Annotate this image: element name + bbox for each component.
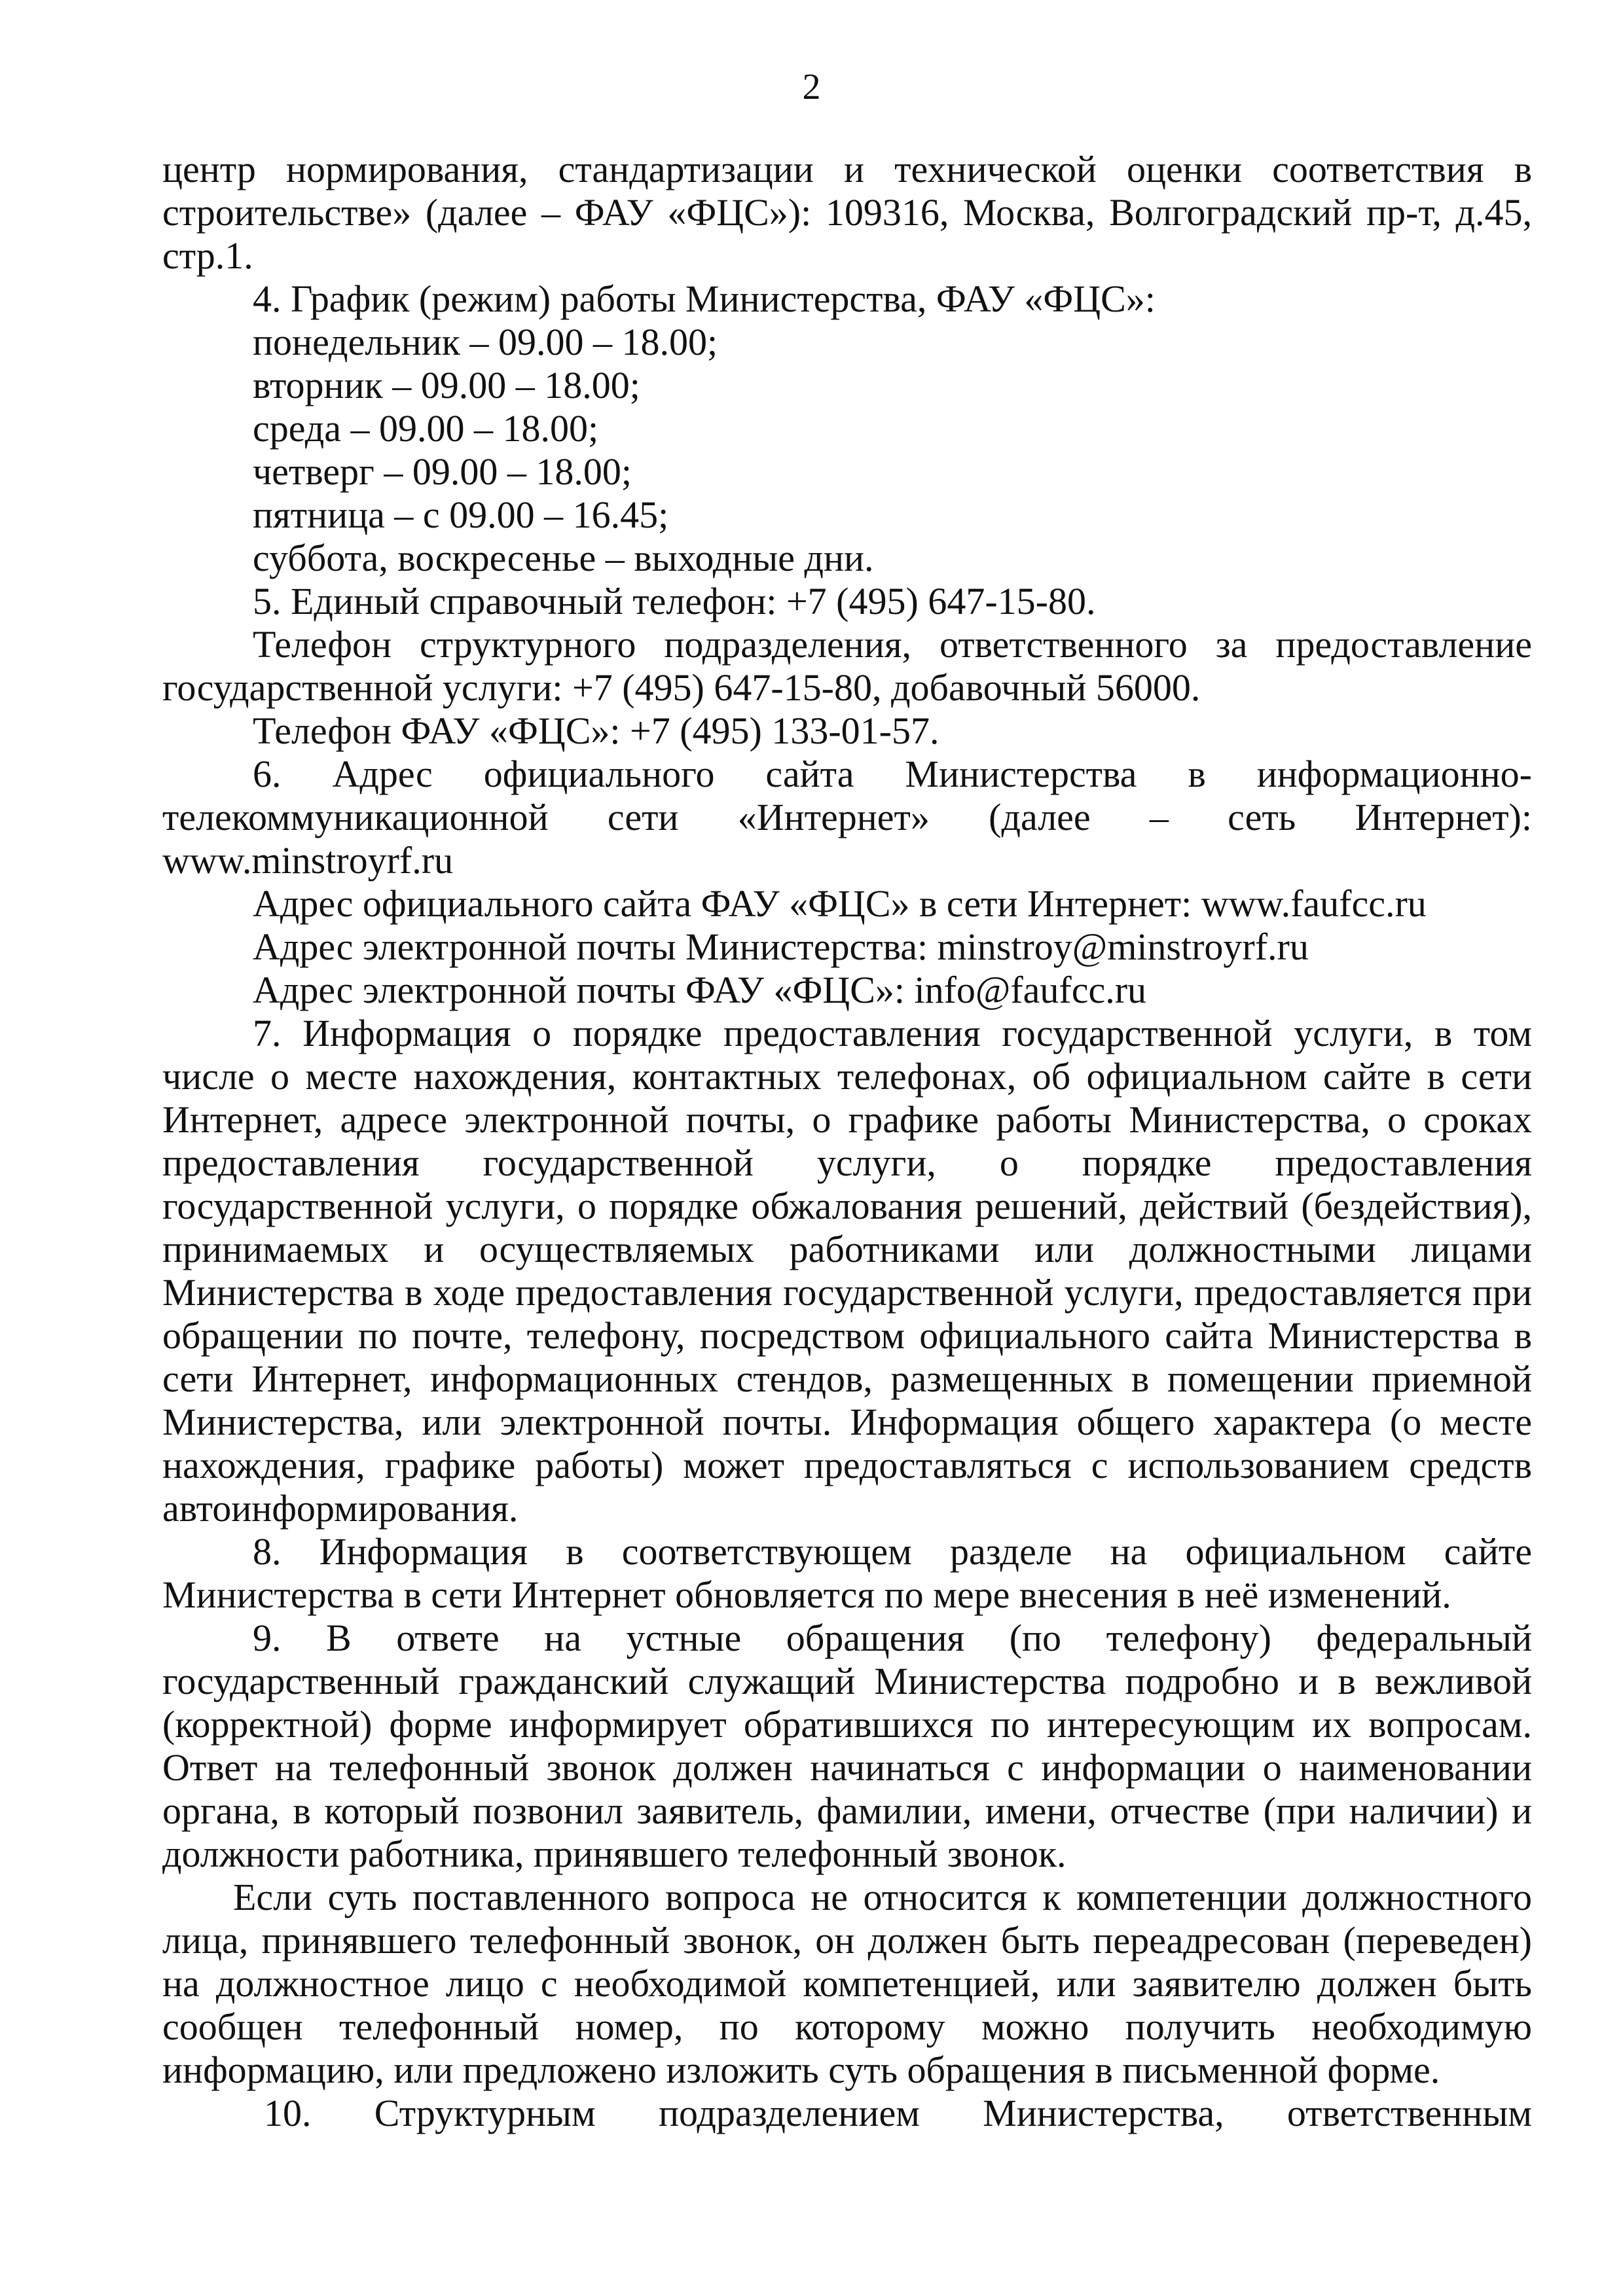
schedule-item-tuesday: вторник – 09.00 – 18.00; xyxy=(253,364,640,406)
schedule-item-monday: понедельник – 09.00 – 18.00; xyxy=(253,321,718,363)
document-body xyxy=(162,148,1532,2135)
schedule-item-weekend: суббота, воскресенье – выходные дни. xyxy=(253,537,874,579)
paragraph-intro: центр нормирования, стандартизации и технической оценки соответствия в строительстве» (далее – ФАУ «ФЦС»): 109316, Москва, Волгоградский пр-т, д.45, стр.1. xyxy=(162,148,1532,277)
schedule-item-thursday: четверг – 09.00 – 18.00; xyxy=(253,450,632,493)
paragraph-8: 8. Информация в соответствующем разделе на официальном сайте Министерства в сети Интернет обновляется по мере внесения в неё изменений. xyxy=(162,1530,1532,1616)
paragraph-5: 5. Единый справочный телефон: +7 (495) 647-15-80. xyxy=(253,580,1096,622)
paragraph-6-ministry-email: Адрес электронной почты Министерства: minstroy@minstroyrf.ru xyxy=(253,925,1309,968)
paragraph-9: 9. В ответе на устные обращения (по телефону) федеральный государственный гражданский служащий Министерства подробно и в вежливой (корректной) форме информирует обратившихся по интересующим их вопросам. Ответ на телефонный звонок должен начинаться с информации о наименовании органа, в который позвонил заявитель, фамилии, имени, отчестве (при наличии) и должности работника, принявшего телефонный звонок. xyxy=(162,1617,1532,1875)
paragraph-7: 7. Информация о порядке предоставления государственной услуги, в том числе о месте нахождения, контактных телефонах, об официальном сайте в сети Интернет, адресе электронной почты, о графике работы Министерства, о сроках предоставления государственной услуги, о порядке предоставления государственной услуги, о порядке обжалования решений, действий (бездействия), принимаемых и осуществляемых работниками или должностными лицами Министерства в ходе предоставления государственной услуги, предоставляется при обращении по почте, телефону, посредством официального сайта Министерства в сети Интернет, информационных стендов, размещенных в помещении приемной Министерства, или электронной почты. Информация общего характера (о месте нахождения, графике работы) может предоставляться с использованием средств автоинформирования. xyxy=(162,1012,1532,1530)
work-schedule-list xyxy=(162,321,1532,580)
page-number: 2 xyxy=(802,67,821,107)
paragraph-9-redirect: Если суть поставленного вопроса не относится к компетенции должностного лица, принявшего телефонный звонок, он должен быть переадресован (переведен) на должностное лицо с необходимой компетенцией, или заявителю должен быть сообщен телефонный номер, по которому можно получить необходимую информацию, или предложено изложить суть обращения в письменной форме. xyxy=(162,1876,1532,2091)
paragraph-6-fcs-site: Адрес официального сайта ФАУ «ФЦС» в сети Интернет: www.faufcc.ru xyxy=(253,882,1427,925)
paragraph-5-dept-phone: Телефон структурного подразделения, ответственного за предоставление государственной услуги: +7 (495) 647-15-80, добавочный 56000. xyxy=(162,623,1532,709)
schedule-item-wednesday: среда – 09.00 – 18.00; xyxy=(253,407,599,450)
paragraph-5-fcs-phone: Телефон ФАУ «ФЦС»: +7 (495) 133-01-57. xyxy=(253,709,939,752)
paragraph-10: 10. Структурным подразделением Министерства, ответственным xyxy=(264,2092,1532,2134)
paragraph-6-fcs-email: Адрес электронной почты ФАУ «ФЦС»: info@faufcc.ru xyxy=(253,969,1147,1011)
schedule-item-friday: пятница – с 09.00 – 16.45; xyxy=(253,493,669,536)
paragraph-6: 6. Адрес официального сайта Министерства в информационно-телекоммуникационной сети «Интернет» (далее – сеть Интернет): www.minstroyrf.ru xyxy=(162,753,1532,882)
paragraph-4-title: 4. График (режим) работы Министерства, ФАУ «ФЦС»: xyxy=(253,278,1156,320)
